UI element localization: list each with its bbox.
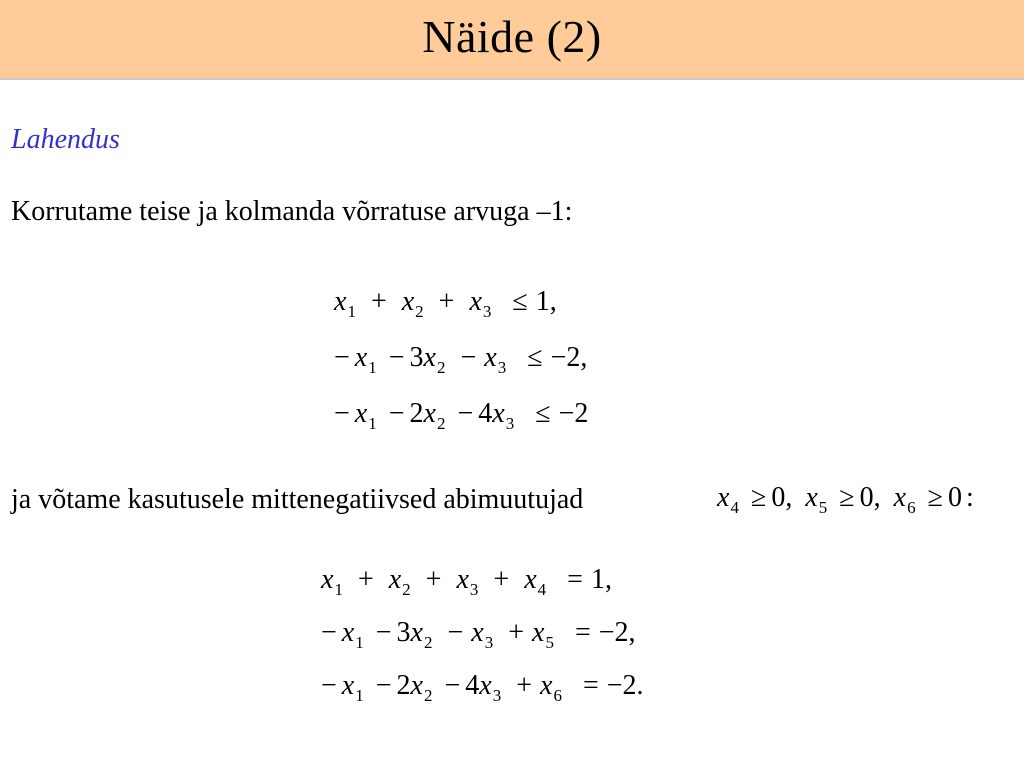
subscript: 3	[505, 414, 515, 433]
subscript: 2	[423, 633, 433, 652]
coefficient: 3	[409, 342, 424, 373]
subscript: 2	[436, 358, 446, 377]
operator: −	[460, 342, 477, 373]
slack-constraints	[717, 482, 974, 517]
operator: +	[516, 670, 532, 701]
subscript: 1	[368, 414, 377, 433]
variable: x	[484, 342, 497, 373]
coefficient: 4	[465, 670, 480, 701]
subscript: 2	[423, 686, 433, 705]
variable: x	[893, 482, 907, 513]
colon: :	[965, 482, 974, 513]
constant: −2,	[550, 342, 588, 373]
constant: 1,	[535, 286, 557, 317]
constant: −2	[558, 398, 589, 429]
variable: x	[469, 286, 482, 317]
operator: +	[370, 286, 387, 317]
coefficient: 2	[396, 670, 411, 701]
subscript: 2	[436, 414, 446, 433]
operator: −	[321, 670, 337, 701]
variable: x	[479, 670, 492, 701]
slack-intro-text: ja võtame kasutusele mittenegatiivsed abimuutujad	[11, 484, 584, 515]
operator: +	[357, 564, 374, 595]
operator: −	[388, 398, 405, 429]
subscript: 5	[545, 633, 554, 652]
operator: +	[493, 564, 510, 595]
inequality-row-3	[334, 398, 589, 433]
relation: ≤	[535, 398, 551, 429]
constant: −2,	[598, 617, 636, 648]
intro-text: Korrutame teise ja kolmanda võrratuse arvuga –1:	[11, 196, 573, 227]
variable: x	[334, 286, 347, 317]
operator: +	[508, 617, 524, 648]
variable: x	[354, 342, 368, 373]
relation: =	[567, 564, 583, 595]
subscript: 5	[818, 498, 828, 517]
variable: x	[423, 398, 436, 429]
subscript: 1	[347, 302, 356, 321]
operator: +	[425, 564, 442, 595]
constant: 0,	[771, 482, 793, 513]
inequality-row-1	[334, 286, 557, 321]
variable: x	[410, 617, 423, 648]
relation: ≥	[750, 482, 767, 513]
inequality-row-2	[334, 342, 588, 377]
title-bar	[0, 0, 1024, 80]
subscript: 3	[484, 633, 494, 652]
subscript: 1	[334, 580, 343, 599]
operator: +	[438, 286, 455, 317]
slide-title: Näide (2)	[422, 11, 602, 62]
variable: x	[388, 564, 402, 595]
subscript: 3	[492, 686, 502, 705]
subscript: 1	[355, 633, 364, 652]
variable: x	[321, 564, 334, 595]
variable: x	[341, 670, 355, 701]
subscript: 1	[355, 686, 364, 705]
subscript: 2	[402, 580, 411, 599]
relation: ≤	[527, 342, 543, 373]
relation: ≥	[927, 482, 943, 513]
variable: x	[717, 482, 730, 513]
variable: x	[471, 617, 484, 648]
subscript: 4	[730, 498, 739, 517]
relation: ≥	[839, 482, 855, 513]
operator: −	[375, 670, 392, 701]
subheading: Lahendus	[11, 124, 120, 155]
variable: x	[456, 564, 469, 595]
variable: x	[524, 564, 537, 595]
coefficient: 3	[396, 617, 411, 648]
subscript: 6	[553, 686, 562, 705]
constant: 0	[947, 482, 962, 513]
variable: x	[354, 398, 368, 429]
variable: x	[532, 617, 545, 648]
subscript: 4	[537, 580, 547, 599]
constant: 1,	[590, 564, 612, 595]
relation: ≤	[512, 286, 528, 317]
operator: −	[388, 342, 405, 373]
variable: x	[410, 670, 423, 701]
constant: −2.	[606, 670, 644, 701]
subscript: 1	[368, 358, 377, 377]
variable: x	[492, 398, 505, 429]
variable: x	[805, 482, 818, 513]
operator: −	[334, 398, 350, 429]
coefficient: 2	[409, 398, 424, 429]
equality-row-3	[321, 670, 644, 705]
relation: =	[574, 617, 591, 648]
subscript: 6	[907, 498, 916, 517]
subscript: 2	[415, 302, 424, 321]
constant: 0,	[859, 482, 881, 513]
variable: x	[423, 342, 436, 373]
subscript: 3	[497, 358, 507, 377]
variable: x	[540, 670, 553, 701]
variable: x	[401, 286, 415, 317]
relation: =	[582, 670, 599, 701]
operator: −	[375, 617, 392, 648]
operator: −	[321, 617, 337, 648]
subscript: 3	[469, 580, 479, 599]
operator: −	[457, 398, 474, 429]
operator: −	[334, 342, 350, 373]
operator: −	[447, 617, 464, 648]
operator: −	[444, 670, 461, 701]
equality-row-2	[321, 617, 636, 652]
equality-row-1	[321, 564, 612, 599]
variable: x	[341, 617, 355, 648]
coefficient: 4	[478, 398, 493, 429]
subscript: 3	[482, 302, 492, 321]
